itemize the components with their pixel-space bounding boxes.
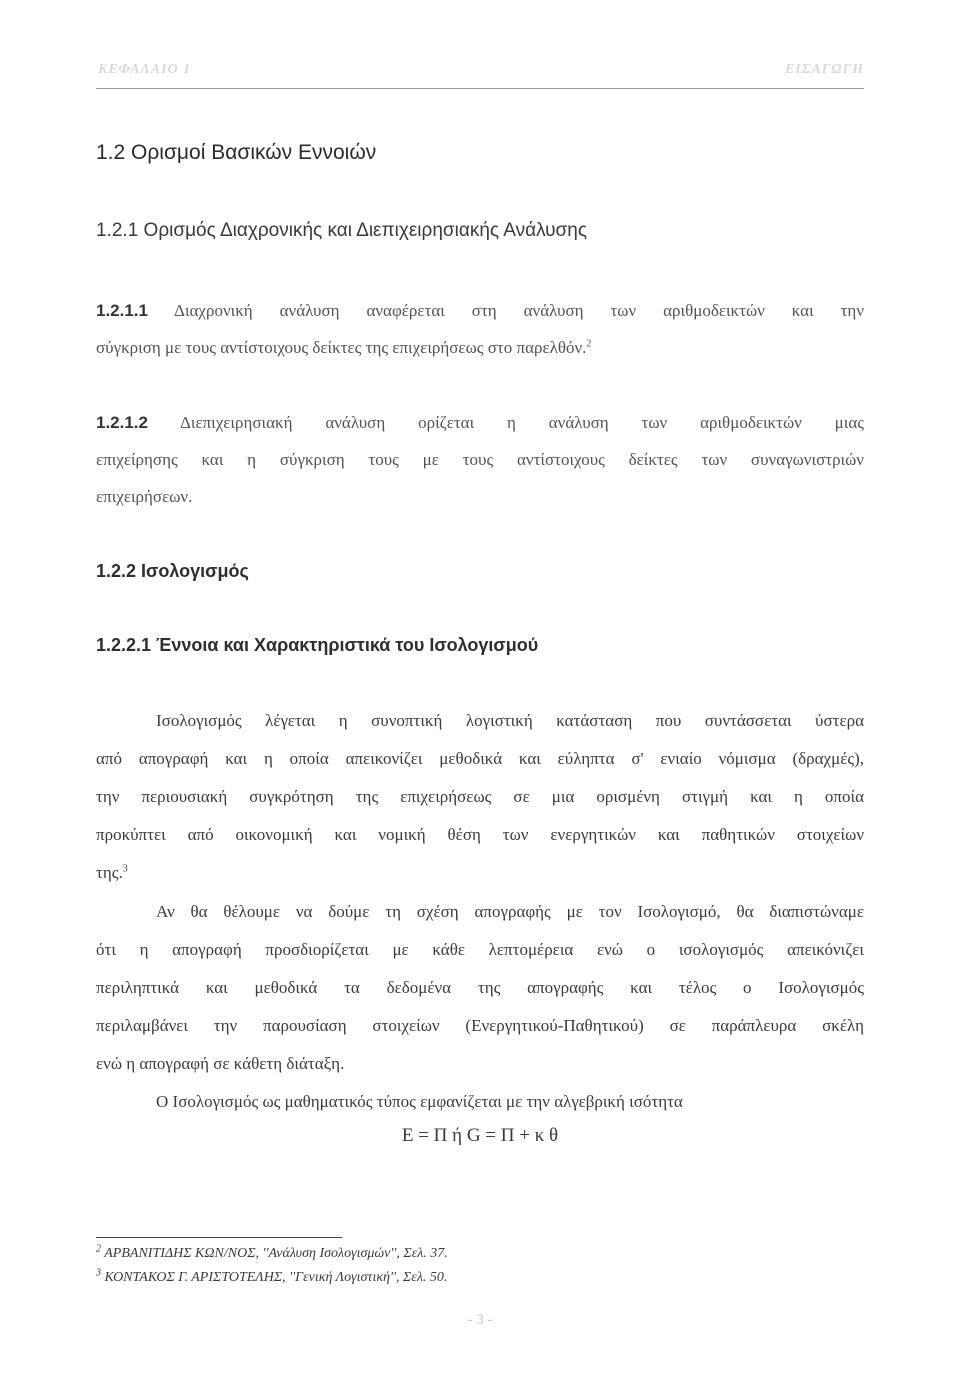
definition-number: 1.2.1.2 [96,413,148,432]
definition-paragraph-2 [96,404,864,515]
subsubsection-heading: 1.2.2.1 Έννοια και Χαρακτηριστικά του Ισολογισμού [96,635,539,655]
footnote-mark: 2 [96,1243,101,1255]
footnote-text: ΚΟΝΤΑΚΟΣ Γ. ΑΡΙΣΤΟΤΕΛΗΣ, ''Γενική Λογιστική'', Σελ. 50. [104,1270,448,1285]
footnote-mark: 3 [96,1267,101,1279]
running-header-right: ΕΙΣΑΓΩΓΗ [784,62,864,77]
footnote-ref: 3 [122,863,128,875]
body-text-line: της. [96,863,123,882]
body-text-line: περιληπτικά και μεθοδικά τα δεδομένα της απογραφής και τέλος ο Ισολογισμός [96,978,864,997]
body-text-line: Αν θα θέλουμε να δούμε τη σχέση απογραφής με τον Ισολογισμό, θα διαπιστώναμε [156,902,864,921]
footnote-1 [96,1243,448,1262]
body-text-line: ενώ η απογραφή σε κάθετη διάταξη. [96,1054,345,1073]
definition-text-line: σύγκριση με τους αντίστοιχους δείκτες της επιχειρήσεως στο παρελθόν. [96,338,587,357]
section-heading: 1.2 Ορισμοί Βασικών Εννοιών [96,141,377,164]
footnote-text: ΑΡΒΑΝΙΤΙΔΗΣ ΚΩΝ/ΝΟΣ, ''Ανάλυση Ισολογισμών'', Σελ. 37. [104,1246,448,1261]
body-text-line: περιλαμβάνει την παρουσίαση στοιχείων (Ενεργητικού-Παθητικού) σε παράπλευρα σκέλη [96,1016,864,1035]
body-text-line: ότι η απογραφή προσδιορίζεται με κάθε λεπτομέρεια ενώ ο ισολογισμός απεικόνιζει [96,940,864,959]
body-text-line: από απογραφή και η οποία απεικονίζει μεθοδικά και εύληπτα σ' ενιαίο νόμισμα (δραχμές), [96,749,864,768]
definition-text-line: Διαχρονική ανάλυση αναφέρεται στη ανάλυση των αριθμοδεικτών και την [174,301,865,320]
definition-text-line: επιχειρήσεων. [96,487,193,506]
body-text-line: προκύπτει από οικονομική και νομική θέση των ενεργητικών και παθητικών στοιχείων [96,825,864,844]
footnote-ref: 2 [586,338,592,350]
footnote-2 [96,1267,448,1286]
subsection-heading-balance: 1.2.2 Ισολογισμός [96,561,249,581]
header-rule [96,88,864,89]
footnote-separator [96,1237,342,1238]
body-paragraph-3 [96,1083,864,1121]
body-paragraph-1 [96,702,864,892]
definition-paragraph-1 [96,292,864,366]
body-text-line: την περιουσιακή συγκρότηση της επιχειρήσεως σε μια ορισμένη στιγμή και η οποία [96,787,864,806]
body-text-line: Ισολογισμός λέγεται η συνοπτική λογιστική κατάσταση που συντάσσεται ύστερα [156,711,864,730]
running-header-left: ΚΕΦΑΛΑΙΟ 1 [98,62,192,77]
definition-text-line: επιχείρησης και η σύγκριση τους με τους αντίστοιχους δείκτες των συναγωνιστριών [96,450,864,469]
subsection-heading: 1.2.1 Ορισμός Διαχρονικής και Διεπιχειρησιακής Ανάλυσης [96,220,587,241]
balance-equation: Ε = Π ή G = Π + κ θ [401,1125,559,1146]
body-text-line: Ο Ισολογισμός ως μαθηματικός τύπος εμφανίζεται με την αλγεβρική ισότητα [156,1092,683,1111]
definition-text-line: Διεπιχειρησιακή ανάλυση ορίζεται η ανάλυση των αριθμοδεικτών μιας [179,413,865,432]
body-paragraph-2 [96,893,864,1083]
page-number: - 3 - [467,1312,493,1328]
definition-number: 1.2.1.1 [96,301,148,320]
